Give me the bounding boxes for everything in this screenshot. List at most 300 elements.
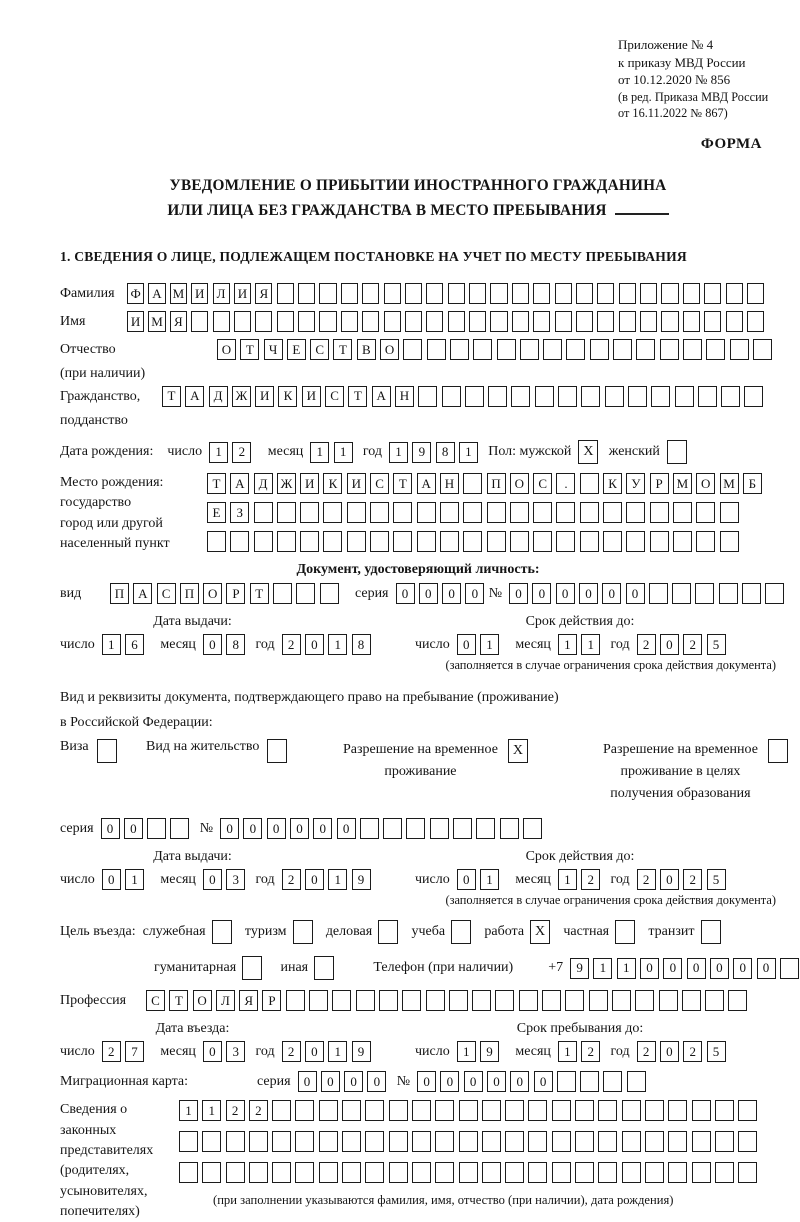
char-cell[interactable]: [277, 311, 294, 332]
char-cell[interactable]: 0: [305, 634, 324, 655]
char-cell[interactable]: [323, 502, 342, 523]
char-cell[interactable]: [580, 531, 599, 552]
char-cell[interactable]: [370, 502, 389, 523]
char-cell[interactable]: Л: [216, 990, 235, 1011]
char-cell[interactable]: П: [110, 583, 129, 604]
char-cell[interactable]: [356, 990, 375, 1011]
char-cell[interactable]: 0: [602, 583, 621, 604]
char-cell[interactable]: [695, 583, 714, 604]
char-cell[interactable]: И: [302, 386, 321, 407]
char-cell[interactable]: [332, 990, 351, 1011]
char-cell[interactable]: [320, 583, 339, 604]
char-cell[interactable]: О: [193, 990, 212, 1011]
char-cell[interactable]: [692, 1100, 711, 1121]
char-cell[interactable]: И: [347, 473, 366, 494]
char-cell[interactable]: [272, 1162, 291, 1183]
char-cell[interactable]: Д: [209, 386, 228, 407]
char-cell[interactable]: [719, 583, 738, 604]
char-cell[interactable]: 0: [442, 583, 461, 604]
char-cell[interactable]: 0: [660, 1041, 679, 1062]
char-cell[interactable]: 8: [436, 442, 455, 463]
char-cell[interactable]: [603, 502, 622, 523]
char-cell[interactable]: З: [230, 502, 249, 523]
char-cell[interactable]: [234, 311, 251, 332]
char-cell[interactable]: [426, 283, 443, 304]
char-cell[interactable]: [650, 531, 669, 552]
char-cell[interactable]: [412, 1162, 431, 1183]
char-cell[interactable]: [683, 339, 702, 360]
char-cell[interactable]: 1: [581, 634, 600, 655]
char-cell[interactable]: [202, 1162, 221, 1183]
char-cell[interactable]: [293, 920, 313, 944]
char-cell[interactable]: [405, 311, 422, 332]
char-cell[interactable]: Я: [170, 311, 187, 332]
char-cell[interactable]: У: [626, 473, 645, 494]
char-cell[interactable]: [738, 1131, 757, 1152]
char-cell[interactable]: [384, 283, 401, 304]
char-cell[interactable]: 2: [683, 634, 702, 655]
char-cell[interactable]: [512, 283, 529, 304]
char-cell[interactable]: [552, 1100, 571, 1121]
char-cell[interactable]: [726, 283, 743, 304]
char-cell[interactable]: Д: [254, 473, 273, 494]
char-cell[interactable]: 2: [637, 634, 656, 655]
char-cell[interactable]: [543, 339, 562, 360]
char-cell[interactable]: [482, 1100, 501, 1121]
char-cell[interactable]: Н: [440, 473, 459, 494]
char-cell[interactable]: [347, 531, 366, 552]
char-cell[interactable]: В: [357, 339, 376, 360]
char-cell[interactable]: 5: [707, 1041, 726, 1062]
char-cell[interactable]: [742, 583, 761, 604]
char-cell[interactable]: [598, 1100, 617, 1121]
char-cell[interactable]: [360, 818, 379, 839]
char-cell[interactable]: [645, 1100, 664, 1121]
char-cell[interactable]: А: [133, 583, 152, 604]
char-cell[interactable]: Т: [393, 473, 412, 494]
char-cell[interactable]: [370, 531, 389, 552]
char-cell[interactable]: 1: [459, 442, 478, 463]
char-cell[interactable]: [523, 818, 542, 839]
char-cell[interactable]: Т: [207, 473, 226, 494]
char-cell[interactable]: [254, 531, 273, 552]
char-cell[interactable]: 0: [267, 818, 286, 839]
char-cell[interactable]: [448, 283, 465, 304]
char-cell[interactable]: 9: [352, 869, 371, 890]
char-cell[interactable]: [440, 531, 459, 552]
char-cell[interactable]: 1: [334, 442, 353, 463]
char-cell[interactable]: [555, 311, 572, 332]
char-cell[interactable]: С: [533, 473, 552, 494]
char-cell[interactable]: [558, 386, 577, 407]
char-cell[interactable]: [661, 311, 678, 332]
char-cell[interactable]: Р: [262, 990, 281, 1011]
char-cell[interactable]: [300, 502, 319, 523]
char-cell[interactable]: 1: [617, 958, 636, 979]
char-cell[interactable]: П: [487, 473, 506, 494]
char-cell[interactable]: [505, 1100, 524, 1121]
char-cell[interactable]: .: [556, 473, 575, 494]
char-cell[interactable]: [435, 1131, 454, 1152]
char-cell[interactable]: 2: [282, 1041, 301, 1062]
char-cell[interactable]: 0: [203, 869, 222, 890]
char-cell[interactable]: [298, 311, 315, 332]
char-cell[interactable]: [738, 1100, 757, 1121]
char-cell[interactable]: Р: [650, 473, 669, 494]
char-cell[interactable]: 0: [532, 583, 551, 604]
char-cell[interactable]: 0: [663, 958, 682, 979]
char-cell[interactable]: 1: [480, 634, 499, 655]
char-cell[interactable]: [728, 990, 747, 1011]
char-cell[interactable]: [603, 1071, 622, 1092]
char-cell[interactable]: [576, 283, 593, 304]
char-cell[interactable]: [309, 990, 328, 1011]
char-cell[interactable]: [704, 283, 721, 304]
char-cell[interactable]: 0: [710, 958, 729, 979]
char-cell[interactable]: [552, 1131, 571, 1152]
char-cell[interactable]: К: [323, 473, 342, 494]
char-cell[interactable]: 0: [457, 869, 476, 890]
char-cell[interactable]: [490, 311, 507, 332]
char-cell[interactable]: [472, 990, 491, 1011]
char-cell[interactable]: 8: [352, 634, 371, 655]
char-cell[interactable]: Н: [395, 386, 414, 407]
char-cell[interactable]: [556, 531, 575, 552]
char-cell[interactable]: [97, 739, 117, 763]
char-cell[interactable]: [615, 920, 635, 944]
char-cell[interactable]: [277, 283, 294, 304]
char-cell[interactable]: [565, 990, 584, 1011]
char-cell[interactable]: [605, 386, 624, 407]
char-cell[interactable]: 6: [125, 634, 144, 655]
char-cell[interactable]: [747, 283, 764, 304]
char-cell[interactable]: [469, 311, 486, 332]
char-cell[interactable]: 2: [249, 1100, 268, 1121]
char-cell[interactable]: 9: [412, 442, 431, 463]
char-cell[interactable]: Е: [287, 339, 306, 360]
char-cell[interactable]: О: [217, 339, 236, 360]
char-cell[interactable]: [226, 1131, 245, 1152]
char-cell[interactable]: [603, 531, 622, 552]
char-cell[interactable]: [696, 502, 715, 523]
char-cell[interactable]: [272, 1100, 291, 1121]
char-cell[interactable]: [619, 311, 636, 332]
char-cell[interactable]: [505, 1162, 524, 1183]
char-cell[interactable]: [389, 1162, 408, 1183]
char-cell[interactable]: [628, 386, 647, 407]
char-cell[interactable]: 3: [226, 869, 245, 890]
char-cell[interactable]: [406, 818, 425, 839]
char-cell[interactable]: 1: [202, 1100, 221, 1121]
char-cell[interactable]: [272, 1131, 291, 1152]
char-cell[interactable]: [626, 502, 645, 523]
char-cell[interactable]: [448, 311, 465, 332]
char-cell[interactable]: [286, 990, 305, 1011]
char-cell[interactable]: О: [510, 473, 529, 494]
char-cell[interactable]: [659, 990, 678, 1011]
char-cell[interactable]: 2: [581, 869, 600, 890]
char-cell[interactable]: [528, 1100, 547, 1121]
char-cell[interactable]: [511, 386, 530, 407]
char-cell[interactable]: 1: [389, 442, 408, 463]
char-cell[interactable]: [622, 1162, 641, 1183]
char-cell[interactable]: [342, 1100, 361, 1121]
char-cell[interactable]: 1: [328, 634, 347, 655]
char-cell[interactable]: 2: [637, 869, 656, 890]
char-cell[interactable]: 0: [660, 869, 679, 890]
char-cell[interactable]: 0: [509, 583, 528, 604]
char-cell[interactable]: 0: [321, 1071, 340, 1092]
char-cell[interactable]: 0: [305, 869, 324, 890]
char-cell[interactable]: Т: [250, 583, 269, 604]
char-cell[interactable]: [430, 818, 449, 839]
char-cell[interactable]: 2: [226, 1100, 245, 1121]
char-cell[interactable]: [482, 1162, 501, 1183]
char-cell[interactable]: [627, 1071, 646, 1092]
char-cell[interactable]: [463, 531, 482, 552]
char-cell[interactable]: [459, 1131, 478, 1152]
char-cell[interactable]: [453, 818, 472, 839]
char-cell[interactable]: [378, 920, 398, 944]
char-cell[interactable]: 0: [440, 1071, 459, 1092]
char-cell[interactable]: [667, 440, 687, 464]
char-cell[interactable]: [365, 1131, 384, 1152]
char-cell[interactable]: [636, 339, 655, 360]
char-cell[interactable]: [635, 990, 654, 1011]
char-cell[interactable]: Б: [743, 473, 762, 494]
char-cell[interactable]: [319, 1131, 338, 1152]
char-cell[interactable]: [402, 990, 421, 1011]
char-cell[interactable]: С: [146, 990, 165, 1011]
char-cell[interactable]: 0: [290, 818, 309, 839]
char-cell[interactable]: [650, 502, 669, 523]
char-cell[interactable]: 0: [556, 583, 575, 604]
char-cell[interactable]: [365, 1162, 384, 1183]
char-cell[interactable]: Е: [207, 502, 226, 523]
char-cell[interactable]: 2: [581, 1041, 600, 1062]
char-cell[interactable]: [720, 502, 739, 523]
char-cell[interactable]: [412, 1131, 431, 1152]
char-cell[interactable]: [267, 739, 287, 763]
char-cell[interactable]: 0: [337, 818, 356, 839]
char-cell[interactable]: [622, 1131, 641, 1152]
char-cell[interactable]: [435, 1162, 454, 1183]
char-cell[interactable]: М: [148, 311, 165, 332]
char-cell[interactable]: [449, 990, 468, 1011]
char-cell[interactable]: [598, 1131, 617, 1152]
char-cell[interactable]: Т: [162, 386, 181, 407]
char-cell[interactable]: [619, 283, 636, 304]
char-cell[interactable]: [295, 1131, 314, 1152]
char-cell[interactable]: А: [417, 473, 436, 494]
char-cell[interactable]: 0: [487, 1071, 506, 1092]
char-cell[interactable]: [519, 990, 538, 1011]
char-cell[interactable]: 1: [310, 442, 329, 463]
char-cell[interactable]: [580, 1071, 599, 1092]
char-cell[interactable]: [490, 283, 507, 304]
char-cell[interactable]: [726, 311, 743, 332]
char-cell[interactable]: [753, 339, 772, 360]
char-cell[interactable]: С: [310, 339, 329, 360]
char-cell[interactable]: Л: [213, 283, 230, 304]
char-cell[interactable]: Т: [169, 990, 188, 1011]
char-cell[interactable]: 8: [226, 634, 245, 655]
char-cell[interactable]: Т: [240, 339, 259, 360]
char-cell[interactable]: [673, 502, 692, 523]
char-cell[interactable]: [426, 990, 445, 1011]
char-cell[interactable]: [660, 339, 679, 360]
char-cell[interactable]: [440, 502, 459, 523]
char-cell[interactable]: 0: [457, 634, 476, 655]
char-cell[interactable]: [242, 956, 262, 980]
char-cell[interactable]: [383, 818, 402, 839]
char-cell[interactable]: 1: [125, 869, 144, 890]
char-cell[interactable]: 0: [124, 818, 143, 839]
char-cell[interactable]: 0: [305, 1041, 324, 1062]
char-cell[interactable]: [721, 386, 740, 407]
char-cell[interactable]: Т: [348, 386, 367, 407]
char-cell[interactable]: [668, 1100, 687, 1121]
char-cell[interactable]: 0: [419, 583, 438, 604]
char-cell[interactable]: [497, 339, 516, 360]
char-cell[interactable]: 2: [282, 634, 301, 655]
char-cell[interactable]: [389, 1100, 408, 1121]
char-cell[interactable]: [191, 311, 208, 332]
char-cell[interactable]: [319, 1100, 338, 1121]
char-cell[interactable]: [207, 531, 226, 552]
char-cell[interactable]: [682, 990, 701, 1011]
char-cell[interactable]: [277, 502, 296, 523]
char-cell[interactable]: [147, 818, 166, 839]
char-cell[interactable]: [747, 311, 764, 332]
char-cell[interactable]: 0: [510, 1071, 529, 1092]
char-cell[interactable]: [405, 283, 422, 304]
char-cell[interactable]: [598, 1162, 617, 1183]
char-cell[interactable]: [249, 1162, 268, 1183]
char-cell[interactable]: [512, 311, 529, 332]
char-cell[interactable]: [566, 339, 585, 360]
char-cell[interactable]: [277, 531, 296, 552]
char-cell[interactable]: 2: [232, 442, 251, 463]
char-cell[interactable]: А: [185, 386, 204, 407]
char-cell[interactable]: 2: [683, 869, 702, 890]
char-cell[interactable]: [451, 920, 471, 944]
char-cell[interactable]: [495, 990, 514, 1011]
char-cell[interactable]: [673, 531, 692, 552]
char-cell[interactable]: [319, 283, 336, 304]
char-cell[interactable]: [651, 386, 670, 407]
char-cell[interactable]: Ч: [264, 339, 283, 360]
char-cell[interactable]: 0: [298, 1071, 317, 1092]
char-cell[interactable]: 1: [593, 958, 612, 979]
char-cell[interactable]: 9: [480, 1041, 499, 1062]
char-cell[interactable]: [465, 386, 484, 407]
char-cell[interactable]: [715, 1100, 734, 1121]
char-cell[interactable]: [744, 386, 763, 407]
char-cell[interactable]: [469, 283, 486, 304]
char-cell[interactable]: 0: [660, 634, 679, 655]
char-cell[interactable]: [473, 339, 492, 360]
char-cell[interactable]: 0: [733, 958, 752, 979]
char-cell[interactable]: П: [180, 583, 199, 604]
char-cell[interactable]: 0: [626, 583, 645, 604]
char-cell[interactable]: 0: [344, 1071, 363, 1092]
char-cell[interactable]: [672, 583, 691, 604]
char-cell[interactable]: 0: [102, 869, 121, 890]
char-cell[interactable]: 1: [328, 1041, 347, 1062]
char-cell[interactable]: [295, 1100, 314, 1121]
char-cell[interactable]: [500, 818, 519, 839]
char-cell[interactable]: [768, 739, 788, 763]
char-cell[interactable]: [555, 283, 572, 304]
char-cell[interactable]: [640, 311, 657, 332]
char-cell[interactable]: 2: [637, 1041, 656, 1062]
char-cell[interactable]: 0: [243, 818, 262, 839]
char-cell[interactable]: [442, 386, 461, 407]
char-cell[interactable]: А: [230, 473, 249, 494]
char-cell[interactable]: [698, 386, 717, 407]
char-cell[interactable]: И: [234, 283, 251, 304]
char-cell[interactable]: [249, 1131, 268, 1152]
char-cell[interactable]: [575, 1131, 594, 1152]
char-cell[interactable]: [576, 311, 593, 332]
char-cell[interactable]: [645, 1131, 664, 1152]
char-cell[interactable]: [675, 386, 694, 407]
char-cell[interactable]: [706, 339, 725, 360]
char-cell[interactable]: [379, 990, 398, 1011]
char-cell[interactable]: [463, 473, 482, 494]
char-cell[interactable]: 1: [209, 442, 228, 463]
char-cell[interactable]: [535, 386, 554, 407]
char-cell[interactable]: Ж: [232, 386, 251, 407]
char-cell[interactable]: [552, 1162, 571, 1183]
char-cell[interactable]: [482, 1131, 501, 1152]
char-cell[interactable]: [300, 531, 319, 552]
char-cell[interactable]: 0: [203, 634, 222, 655]
char-cell[interactable]: [417, 531, 436, 552]
char-cell[interactable]: [459, 1100, 478, 1121]
char-cell[interactable]: [179, 1162, 198, 1183]
char-cell[interactable]: М: [673, 473, 692, 494]
char-cell[interactable]: [622, 1100, 641, 1121]
char-cell[interactable]: 0: [757, 958, 776, 979]
char-cell[interactable]: [435, 1100, 454, 1121]
char-cell[interactable]: Р: [226, 583, 245, 604]
char-cell[interactable]: [597, 283, 614, 304]
char-cell[interactable]: М: [170, 283, 187, 304]
char-cell[interactable]: 1: [328, 869, 347, 890]
char-cell[interactable]: [705, 990, 724, 1011]
char-cell[interactable]: [556, 502, 575, 523]
char-cell[interactable]: 0: [579, 583, 598, 604]
char-cell[interactable]: [520, 339, 539, 360]
char-cell[interactable]: [476, 818, 495, 839]
char-cell[interactable]: О: [380, 339, 399, 360]
char-cell[interactable]: [580, 473, 599, 494]
char-cell[interactable]: [341, 283, 358, 304]
char-cell[interactable]: 0: [465, 583, 484, 604]
char-cell[interactable]: [510, 531, 529, 552]
char-cell[interactable]: [715, 1131, 734, 1152]
char-cell[interactable]: [780, 958, 799, 979]
char-cell[interactable]: [362, 283, 379, 304]
char-cell[interactable]: [487, 531, 506, 552]
char-cell[interactable]: [226, 1162, 245, 1183]
char-cell[interactable]: [765, 583, 784, 604]
char-cell[interactable]: [720, 531, 739, 552]
char-cell[interactable]: 0: [396, 583, 415, 604]
char-cell[interactable]: [683, 311, 700, 332]
